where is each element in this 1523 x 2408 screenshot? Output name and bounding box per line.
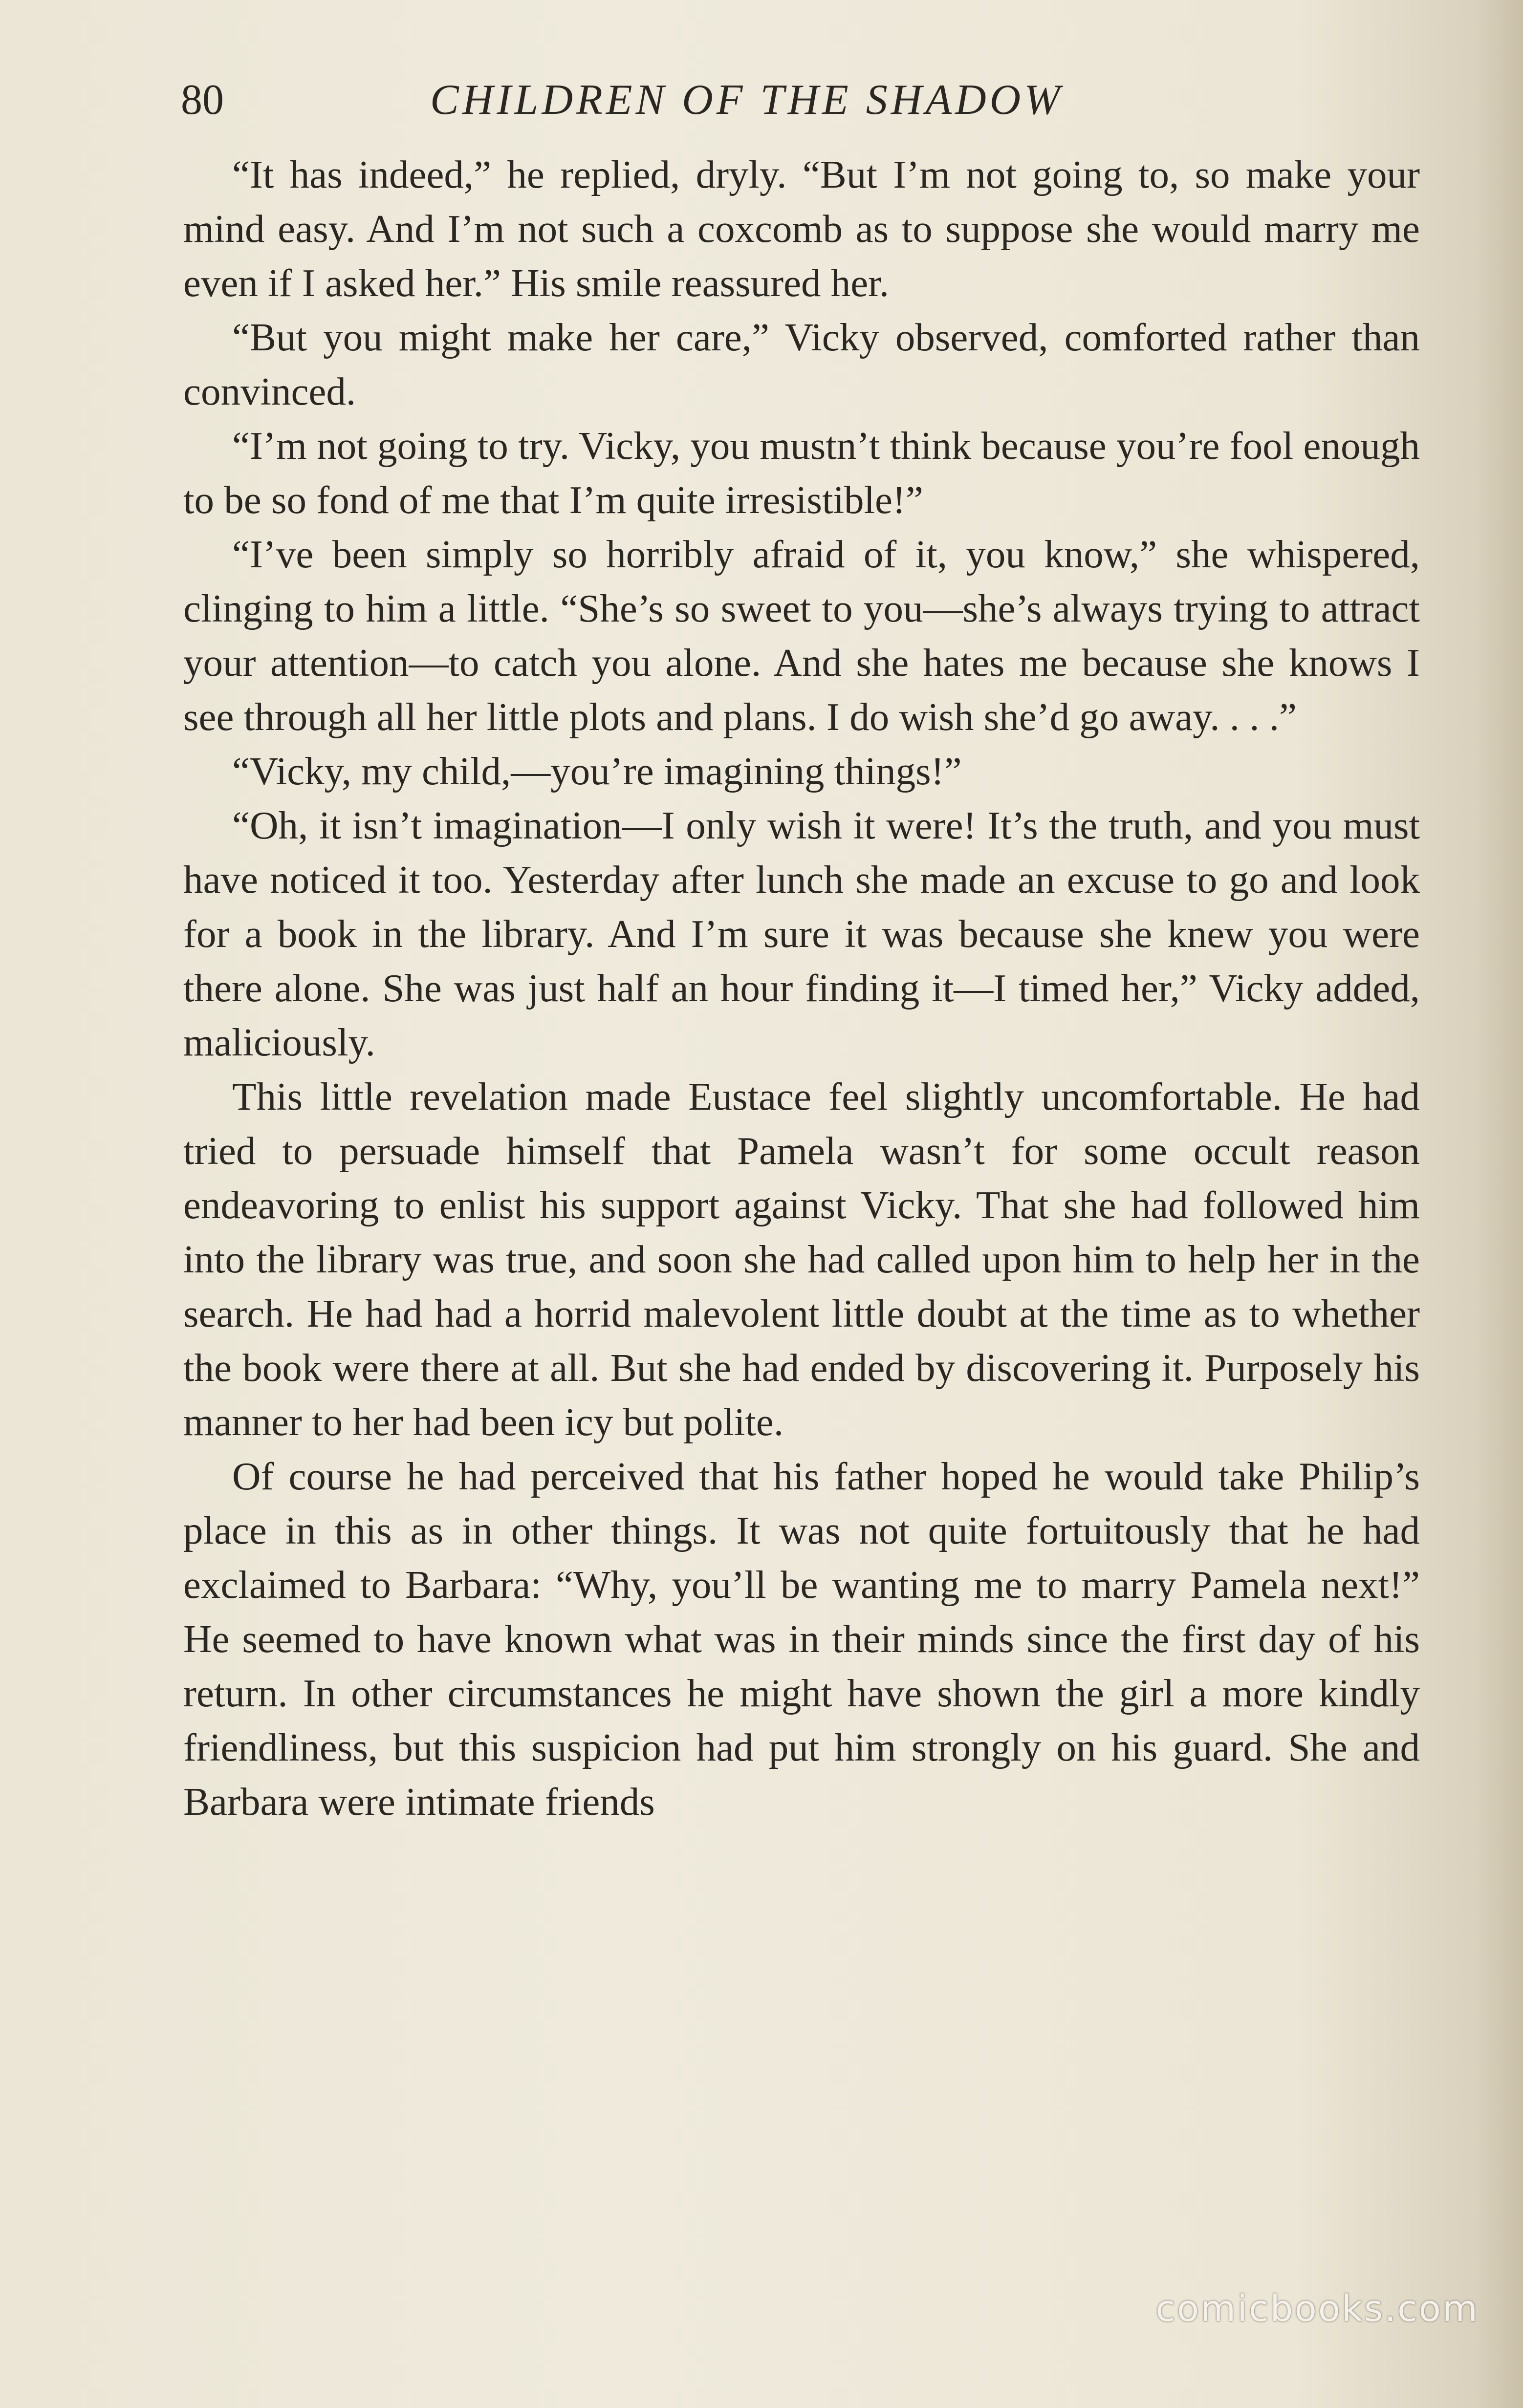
paragraph: Of course he had perceived that his father hoped he would take Philip’s place in this as in other things. It was not quite fortuitously that he had exclaimed to Barbara: “Why, you’ll be wanting me to marry Pamela next!” He seemed to have known what was in their minds since the first day of his return. In other circumstances he might have shown the girl a more kindly friendliness, but this suspicion had put him strongly on his guard. She and Barbara were intimate friends (183, 1454, 1420, 1824)
running-title: CHILDREN OF THE SHADOW (430, 76, 1064, 124)
paragraph: “Vicky, my child,—you’re imagining things!” (232, 749, 962, 793)
paragraph: “Oh, it isn’t imagination—I only wish it were! It’s the truth, and you must have noticed it too. Yesterday after lunch she made an excuse to go and look for a book in the library. And I’m sure it was because she knew you were there alone. She was just half an hour finding it—I timed her,” Vicky added, maliciously. (183, 803, 1420, 1064)
paragraph: “But you might make her care,” Vicky observed, comforted rather than convinced. (183, 315, 1420, 413)
paragraph: “I’ve been simply so horribly afraid of it, you know,” she whispered, clinging to him a little. “She’s so sweet to you—she’s always trying to attract your attention—to catch you alone. And she hates me because she knows I see through all her little plots and plans. I do wish she’d go away. . . .” (183, 532, 1420, 739)
body-text (183, 148, 1420, 1829)
paragraph: “I’m not going to try. Vicky, you mustn’t think because you’re fool enough to be so fond of me that I’m quite irresistible!” (183, 424, 1420, 522)
page-number: 80 (181, 76, 224, 124)
running-head (181, 68, 1427, 132)
watermark: comicbooks.com (1155, 2288, 1479, 2330)
paragraph: This little revelation made Eustace feel slightly uncomfortable. He had tried to persuade himself that Pamela wasn’t for some occult reason endeavoring to enlist his support against Vicky. That she had followed him into the library was true, and soon she had called upon him to help her in the search. He had had a horrid malevolent little doubt at the time as to whether the book were there at all. But she had ended by discovering it. Purposely his manner to her had been icy but polite. (183, 1075, 1420, 1444)
paragraph: “It has indeed,” he replied, dryly. “But I’m not going to, so make your mind easy. And I’m not such a coxcomb as to suppose she would marry me even if I asked her.” His smile reassured her. (183, 152, 1420, 305)
